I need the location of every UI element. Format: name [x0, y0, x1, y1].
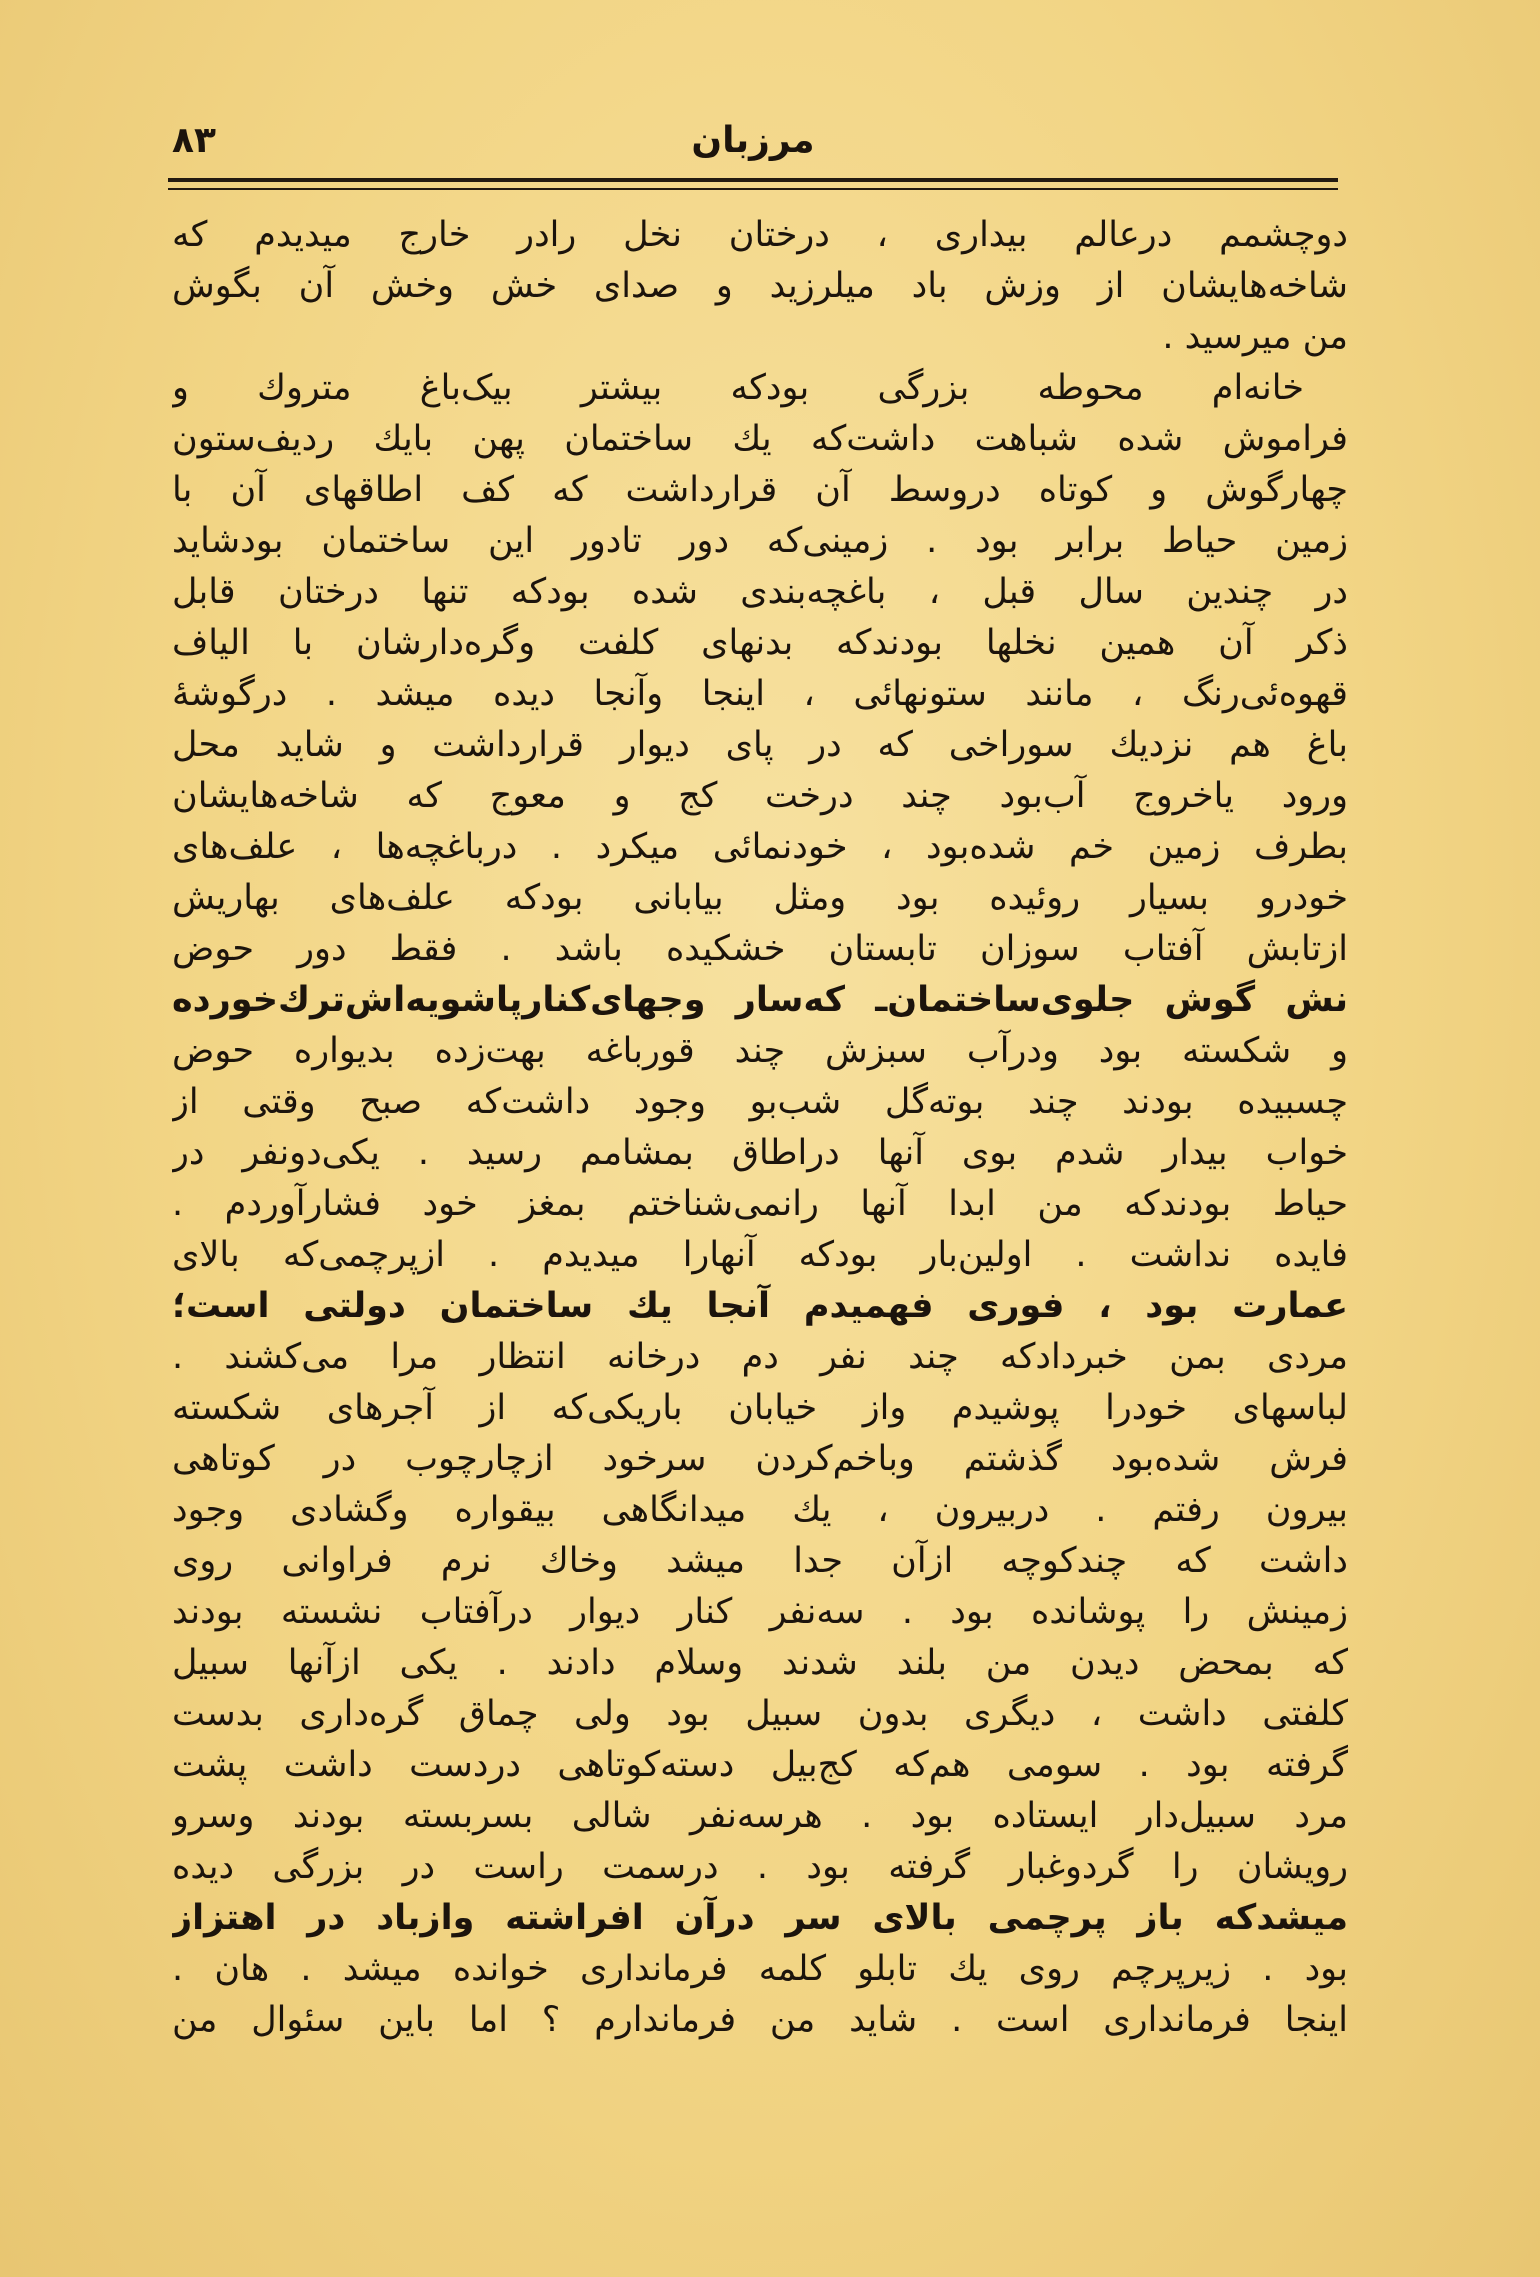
text-line: چسبیده بودند چند بوته‌گل شب‌بو وجود داشت‌که صبح وقتی از	[172, 1082, 1348, 1122]
text-line: داشت که چندکوچه ازآن جدا میشد وخاك نرم فراوانی روی	[172, 1541, 1348, 1581]
text-line: خواب بیدار شدم بوی آنها دراطاق بمشامم رسید . یکی‌دونفر در	[172, 1133, 1348, 1173]
page-number: ۸۳	[172, 120, 216, 161]
text-line: باغ هم نزدیك سوراخی که در پای دیوار قرارداشت و شاید محل	[172, 725, 1348, 765]
text-line: بود . زیرپرچم روی یك تابلو کلمه فرمانداری خوانده میشد . هان .	[172, 1949, 1348, 1989]
text-line: مرد سبیل‌دار ایستاده بود . هرسه‌نفر شالی بسربسته بودند وسرو	[172, 1796, 1348, 1836]
text-line: خانه‌ام محوطه بزرگی بودکه بیشتر بیک‌باغ متروك و	[172, 368, 1304, 408]
text-line: در چندین سال قبل ، باغچه‌بندی شده بودکه تنها درختان قابل	[172, 572, 1348, 612]
header-rule-thin	[168, 188, 1338, 190]
text-line: بطرف زمین خم شده‌بود ، خودنمائی میکرد . درباغچه‌ها ، علف‌های	[172, 827, 1348, 867]
page-header	[168, 120, 1338, 180]
text-line: ازتابش آفتاب سوزان تابستان خشکیده باشد . فقط دور حوض	[172, 929, 1348, 969]
text-line: بیرون رفتم . دربیرون ، یك میدانگاهی بیقواره وگشادی وجود	[172, 1490, 1348, 1530]
text-line: لباسهای خودرا پوشیدم واز خیابان باریکی‌که از آجرهای شکسته	[172, 1388, 1348, 1428]
body-text	[172, 210, 1348, 2210]
text-line: زمین حیاط برابر بود . زمینی‌که دور تادور این ساختمان بودشاید	[172, 521, 1348, 561]
header-rule-thick	[168, 178, 1338, 182]
text-line: نش گوش جلوی‌ساختمان‌ـ که‌سار وجهای‌کنارپاشویه‌اش‌ترك‌خورده	[172, 980, 1348, 1020]
text-line: قهوه‌ئی‌رنگ ، مانند ستونهائی ، اینجا وآنجا دیده میشد . درگوشهٔ	[172, 674, 1348, 714]
text-line: اینجا فرمانداری است . شاید من فرماندارم ؟ اما باین سئوال من	[172, 2000, 1348, 2040]
text-line: مردی بمن خبردادکه چند نفر دم درخانه انتظار مرا می‌کشند .	[172, 1337, 1348, 1377]
text-line: چهارگوش و کوتاه دروسط آن قرارداشت که کف اطاقهای آن با	[172, 470, 1348, 510]
text-line: فرش شده‌بود گذشتم وباخم‌کردن سرخود ازچارچوب در کوتاهی	[172, 1439, 1348, 1479]
text-line: رویشان را گردوغبار گرفته بود . درسمت راست در بزرگی دیده	[172, 1847, 1348, 1887]
text-line: ذکر آن همین نخلها بودندکه بدنهای کلفت وگره‌دارشان با الیاف	[172, 623, 1348, 663]
text-line: ورود یاخروج آب‌بود چند درخت کج و معوج که شاخه‌هایشان	[172, 776, 1348, 816]
text-line: خودرو بسیار روئیده بود ومثل بیابانی بودکه علف‌های بهاریش	[172, 878, 1348, 918]
text-line: میشدکه باز پرچمی بالای سر درآن افراشته وازباد در اهتزاز	[172, 1898, 1348, 1938]
text-line: زمینش را پوشانده بود . سه‌نفر کنار دیوار درآفتاب نشسته بودند	[172, 1592, 1348, 1632]
text-line: من میرسید .	[1162, 317, 1348, 357]
text-line: دوچشمم درعالم بیداری ، درختان نخل رادر خارج میدیدم که	[172, 215, 1348, 255]
text-line: شاخه‌هایشان از وزش باد میلرزید و صدای خش وخش آن بگوش	[172, 266, 1348, 306]
text-line: که بمحض دیدن من بلند شدند وسلام دادند . یکی ازآنها سبیل	[172, 1643, 1348, 1683]
text-line: فایده نداشت . اولین‌بار بودکه آنهارا میدیدم . ازپرچمی‌که بالای	[172, 1235, 1348, 1275]
text-line: گرفته بود . سومی هم‌که کج‌بیل دسته‌کوتاهی دردست داشت پشت	[172, 1745, 1348, 1785]
text-line: کلفتی داشت ، دیگری بدون سبیل بود ولی چماق گره‌داری بدست	[172, 1694, 1348, 1734]
text-line: عمارت بود ، فوری فهمیدم آنجا یك ساختمان دولتی است؛	[172, 1286, 1348, 1326]
running-title: مرزبان	[691, 120, 815, 161]
text-line: فراموش شده شباهت داشت‌که یك ساختمان پهن بایك ردیف‌ستون	[172, 419, 1348, 459]
text-line: و شکسته بود ودرآب سبزش چند قورباغه بهت‌زده بدیواره حوض	[172, 1031, 1348, 1071]
text-line: حیاط بودندکه من ابدا آنها رانمی‌شناختم بمغز خود فشارآوردم .	[172, 1184, 1348, 1224]
